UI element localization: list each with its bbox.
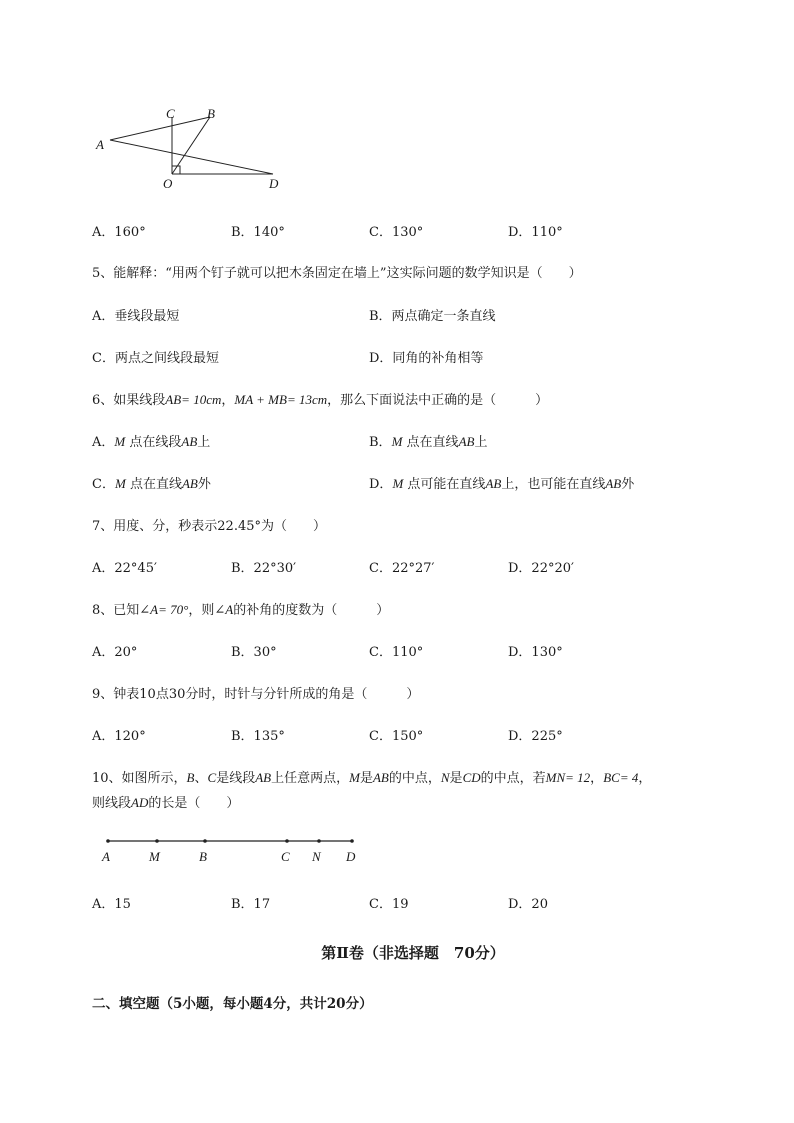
q10-text-5: 是 <box>449 771 463 786</box>
q10-var-b: B <box>186 770 195 785</box>
q10-option-b[interactable]: B．17 <box>231 897 271 912</box>
option-mid: 上，也可能在直线 <box>501 477 606 492</box>
q10-var-c: C <box>207 770 217 785</box>
q6-stem-suffix: ，那么下面说法中正确的是（ ） <box>327 393 549 408</box>
option-var: M <box>114 476 126 491</box>
q10-text-1: 是线段 <box>216 771 256 786</box>
q7-option-c[interactable]: C．22°27′ <box>369 561 435 576</box>
q4-option-a[interactable]: A．160° <box>92 225 146 240</box>
option-text: 点在直线 <box>406 435 459 450</box>
q7-stem: 7、用度、分，秒表示22.45°为（ ） <box>92 519 326 534</box>
option-seg: AB <box>458 434 475 449</box>
option-var: M <box>114 434 126 449</box>
q10-var-n: N <box>440 770 450 785</box>
q8-stem <box>92 599 389 618</box>
q8-option-a[interactable]: A．20° <box>92 645 138 660</box>
q6-expression: MA + MB <box>234 392 287 407</box>
line-label-b: B <box>199 849 207 864</box>
q10-line2-suffix: 的长是（ ） <box>148 796 240 811</box>
q10-stem-line2 <box>92 792 239 811</box>
q10-option-a[interactable]: A．15 <box>92 897 131 912</box>
q5-option-c[interactable]: C．两点之间线段最短 <box>92 351 219 366</box>
figure-label-d: D <box>269 176 279 191</box>
q8-mid: ，则∠ <box>188 603 226 618</box>
q8-option-c[interactable]: C．110° <box>369 645 424 660</box>
q8-var2: A <box>225 602 234 617</box>
q6-option-b[interactable] <box>369 431 487 450</box>
q10-stem-line1 <box>92 767 651 786</box>
q10-seg-ab: AB <box>255 770 272 785</box>
q7-option-a[interactable]: A．22°45′ <box>92 561 157 576</box>
q8-option-d[interactable]: D．130° <box>508 645 563 660</box>
q4-option-c[interactable]: C．130° <box>369 225 424 240</box>
q10-seg-ab2: AB <box>372 770 389 785</box>
q10-prefix: 10、如图所示， <box>92 771 187 786</box>
figure-label-o: O <box>163 176 173 191</box>
q8-stem-suffix: 的补角的度数为（ ） <box>233 603 390 618</box>
q10-eq-2: = 4 <box>619 770 639 785</box>
q6-option-d[interactable] <box>369 473 634 492</box>
line-label-d: D <box>346 849 356 864</box>
subsection-title: 二、填空题（5小题，每小题4分，共计20分） <box>92 996 373 1012</box>
q5-stem: 5、能解释：“用两个钉子就可以把木条固定在墙上”这实际问题的数学知识是（ ） <box>92 266 582 281</box>
q7-option-d[interactable]: D．22°20′ <box>508 561 574 576</box>
q6-equation-2: = 13cm <box>286 392 328 407</box>
q9-option-b[interactable]: B．135° <box>231 729 285 744</box>
q10-line2-prefix: 则线段 <box>92 796 132 811</box>
q9-option-d[interactable]: D．225° <box>508 729 563 744</box>
figure-label-b: B <box>207 106 215 121</box>
option-suffix: 外 <box>197 477 211 492</box>
q6-option-c[interactable] <box>92 473 211 492</box>
q10-text-4: 的中点， <box>388 771 441 786</box>
option-suffix: 外 <box>621 477 635 492</box>
q10-seg-cd: CD <box>462 770 481 785</box>
q5-option-a[interactable]: A．垂线段最短 <box>92 309 180 324</box>
q10-var-m: M <box>349 770 360 785</box>
option-prefix: A． <box>92 435 115 450</box>
q8-var: A <box>150 602 159 617</box>
q6-equation-1: = 10cm <box>181 392 222 407</box>
option-prefix: B． <box>369 435 392 450</box>
option-seg: AB <box>485 476 502 491</box>
option-prefix: C． <box>92 477 115 492</box>
geometry-figure <box>90 100 290 195</box>
figure-label-a: A <box>96 137 104 152</box>
q10-seg-ad: AD <box>131 795 149 810</box>
q5-option-b[interactable]: B．两点确定一条直线 <box>369 309 496 324</box>
q9-option-a[interactable]: A．120° <box>92 729 146 744</box>
q6-segment-ab: AB <box>165 392 182 407</box>
option-seg: AB <box>181 476 198 491</box>
option-seg: AB <box>181 434 198 449</box>
q10-text-2: 上任意两点， <box>271 771 350 786</box>
option-seg2: AB <box>605 476 622 491</box>
q10-seg-bc: BC <box>603 770 620 785</box>
q10-seg-mn: MN <box>545 770 566 785</box>
q8-option-b[interactable]: B．30° <box>231 645 277 660</box>
q9-stem: 9、钟表10点30分时，时针与分针所成的角是（ ） <box>92 687 420 702</box>
q7-option-b[interactable]: B．22°30′ <box>231 561 297 576</box>
q10-option-c[interactable]: C．19 <box>369 897 409 912</box>
q6-separator: ， <box>221 393 235 408</box>
option-text: 点在线段 <box>129 435 182 450</box>
q10-sep: 、 <box>194 771 208 786</box>
line-label-a: A <box>102 849 110 864</box>
q10-eq-1: = 12 <box>565 770 591 785</box>
option-prefix: D． <box>369 477 393 492</box>
option-suffix: 上 <box>197 435 211 450</box>
line-label-n: N <box>312 849 321 864</box>
option-var: M <box>392 476 404 491</box>
q6-stem <box>92 389 548 408</box>
q4-option-b[interactable]: B．140° <box>231 225 285 240</box>
q10-text-6: 的中点，若 <box>480 771 546 786</box>
option-var: M <box>391 434 403 449</box>
q10-option-d[interactable]: D．20 <box>508 897 548 912</box>
q10-text-8: ， <box>638 771 652 786</box>
q10-text-7: ， <box>590 771 604 786</box>
q8-equation: = 70° <box>158 602 189 617</box>
figure-label-c: C <box>166 106 175 121</box>
segment-figure <box>95 832 365 868</box>
q6-stem-prefix: 6、如果线段 <box>92 393 166 408</box>
line-label-m: M <box>149 849 160 864</box>
q5-option-d[interactable]: D．同角的补角相等 <box>369 351 484 366</box>
option-text: 点可能在直线 <box>407 477 486 492</box>
q10-text-3: 是 <box>359 771 373 786</box>
q8-stem-prefix: 8、已知∠ <box>92 603 151 618</box>
q4-option-d[interactable]: D．110° <box>508 225 563 240</box>
option-text: 点在直线 <box>129 477 182 492</box>
section-title: 第Ⅱ卷（非选择题 70分） <box>321 944 505 962</box>
q6-option-a[interactable] <box>92 431 210 450</box>
option-suffix: 上 <box>474 435 488 450</box>
q9-option-c[interactable]: C．150° <box>369 729 424 744</box>
line-label-c: C <box>281 849 290 864</box>
